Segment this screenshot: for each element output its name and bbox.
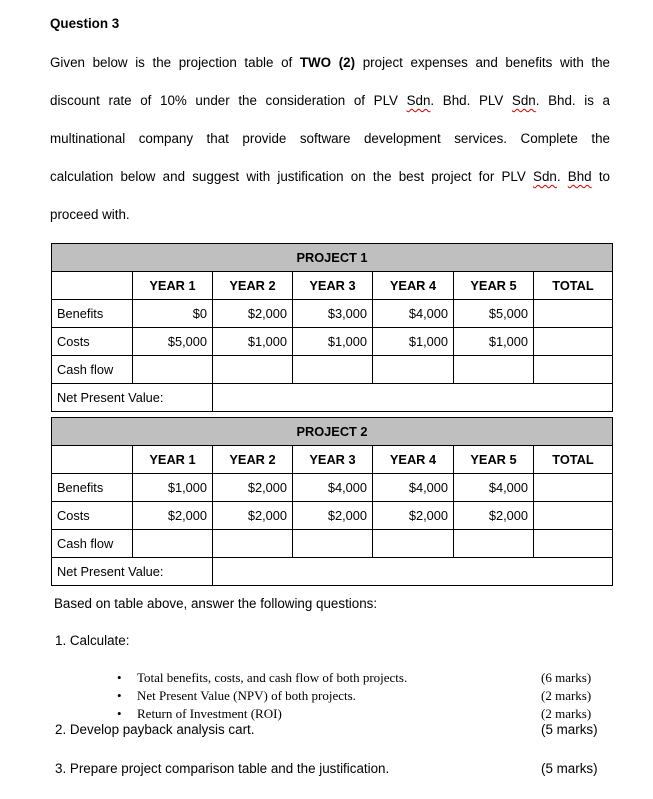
question-1: 1. Calculate: [55, 633, 130, 648]
benefit-cell: $0 [133, 300, 213, 328]
cost-cell: $2,000 [293, 502, 373, 530]
question-title: Question 3 [50, 16, 120, 31]
bullet-icon: • [117, 670, 122, 685]
benefit-cell: $3,000 [293, 300, 373, 328]
year-header: YEAR 2 [213, 446, 293, 474]
cost-cell: $2,000 [133, 502, 213, 530]
year-header: YEAR 1 [133, 446, 213, 474]
bullet-icon: • [117, 706, 122, 721]
benefit-total-cell [534, 474, 613, 502]
total-header: TOTAL [534, 446, 613, 474]
cost-cell: $1,000 [373, 328, 454, 356]
cashflow-cell [454, 530, 534, 558]
cashflow-label: Cash flow [52, 356, 133, 384]
year-header: YEAR 2 [213, 272, 293, 300]
total-header: TOTAL [534, 272, 613, 300]
benefit-cell: $4,000 [454, 474, 534, 502]
question-2: 2. Develop payback analysis cart. [55, 722, 255, 737]
benefit-cell: $1,000 [133, 474, 213, 502]
year-header: YEAR 3 [293, 272, 373, 300]
cashflow-cell [213, 356, 293, 384]
benefit-cell: $4,000 [373, 474, 454, 502]
benefit-cell: $4,000 [293, 474, 373, 502]
project-1-title: PROJECT 1 [52, 244, 613, 272]
paragraph-line-4: calculation below and suggest with justification on the best project for PLV Sdn. Bhd to [50, 169, 611, 184]
npv-cell [213, 384, 613, 412]
questions-intro: Based on table above, answer the following questions: [54, 596, 378, 611]
cashflow-cell [373, 356, 454, 384]
cost-total-cell [534, 502, 613, 530]
paragraph-line-1: Given below is the projection table of TWO (2) project expenses and benefits with the [50, 55, 610, 70]
benefit-total-cell [534, 300, 613, 328]
cost-cell: $1,000 [293, 328, 373, 356]
costs-label: Costs [52, 502, 133, 530]
year-header: YEAR 4 [373, 446, 454, 474]
bullet-item: • Return of Investment (ROI) [117, 706, 282, 721]
empty-cell [52, 446, 133, 474]
empty-cell [52, 272, 133, 300]
cashflow-cell [454, 356, 534, 384]
paragraph-line-3: multinational company that provide software development services. Complete the [50, 131, 610, 146]
project-2-table [51, 417, 613, 586]
cashflow-total-cell [534, 530, 613, 558]
cashflow-cell [293, 356, 373, 384]
benefits-label: Benefits [52, 300, 133, 328]
cashflow-cell [293, 530, 373, 558]
cost-cell: $2,000 [213, 502, 293, 530]
paragraph-line-5: proceed with. [50, 207, 130, 222]
marks-label: (2 marks) [541, 706, 592, 721]
cashflow-cell [133, 530, 213, 558]
cashflow-cell [133, 356, 213, 384]
project-1-table [51, 243, 613, 412]
benefit-cell: $4,000 [373, 300, 454, 328]
benefit-cell: $2,000 [213, 300, 293, 328]
benefits-label: Benefits [52, 474, 133, 502]
cashflow-total-cell [534, 356, 613, 384]
cost-cell: $1,000 [213, 328, 293, 356]
marks-label: (2 marks) [541, 688, 592, 703]
cost-total-cell [534, 328, 613, 356]
year-header: YEAR 4 [373, 272, 454, 300]
marks-label: (6 marks) [541, 670, 592, 685]
benefit-cell: $5,000 [454, 300, 534, 328]
paragraph-line-2: discount rate of 10% under the consideration of PLV Sdn. Bhd. PLV Sdn. Bhd. is a [50, 93, 611, 108]
marks-label: (5 marks) [541, 761, 598, 776]
cost-cell: $2,000 [454, 502, 534, 530]
year-header: YEAR 5 [454, 272, 534, 300]
two-emphasis: TWO (2) [299, 55, 356, 70]
year-header: YEAR 1 [133, 272, 213, 300]
question-3: 3. Prepare project comparison table and the justification. [55, 761, 390, 776]
npv-label: Net Present Value: [52, 558, 213, 586]
cost-cell: $1,000 [454, 328, 534, 356]
bullet-item: • Total benefits, costs, and cash flow of both projects. [117, 670, 408, 685]
cashflow-label: Cash flow [52, 530, 133, 558]
npv-cell [213, 558, 613, 586]
cost-cell: $2,000 [373, 502, 454, 530]
costs-label: Costs [52, 328, 133, 356]
cashflow-cell [213, 530, 293, 558]
bullet-icon: • [117, 688, 122, 703]
year-header: YEAR 5 [454, 446, 534, 474]
npv-label: Net Present Value: [52, 384, 213, 412]
benefit-cell: $2,000 [213, 474, 293, 502]
marks-label: (5 marks) [541, 722, 598, 737]
cashflow-cell [373, 530, 454, 558]
project-2-title: PROJECT 2 [52, 418, 613, 446]
bullet-item: • Net Present Value (NPV) of both projects. [117, 688, 356, 703]
year-header: YEAR 3 [293, 446, 373, 474]
cost-cell: $5,000 [133, 328, 213, 356]
